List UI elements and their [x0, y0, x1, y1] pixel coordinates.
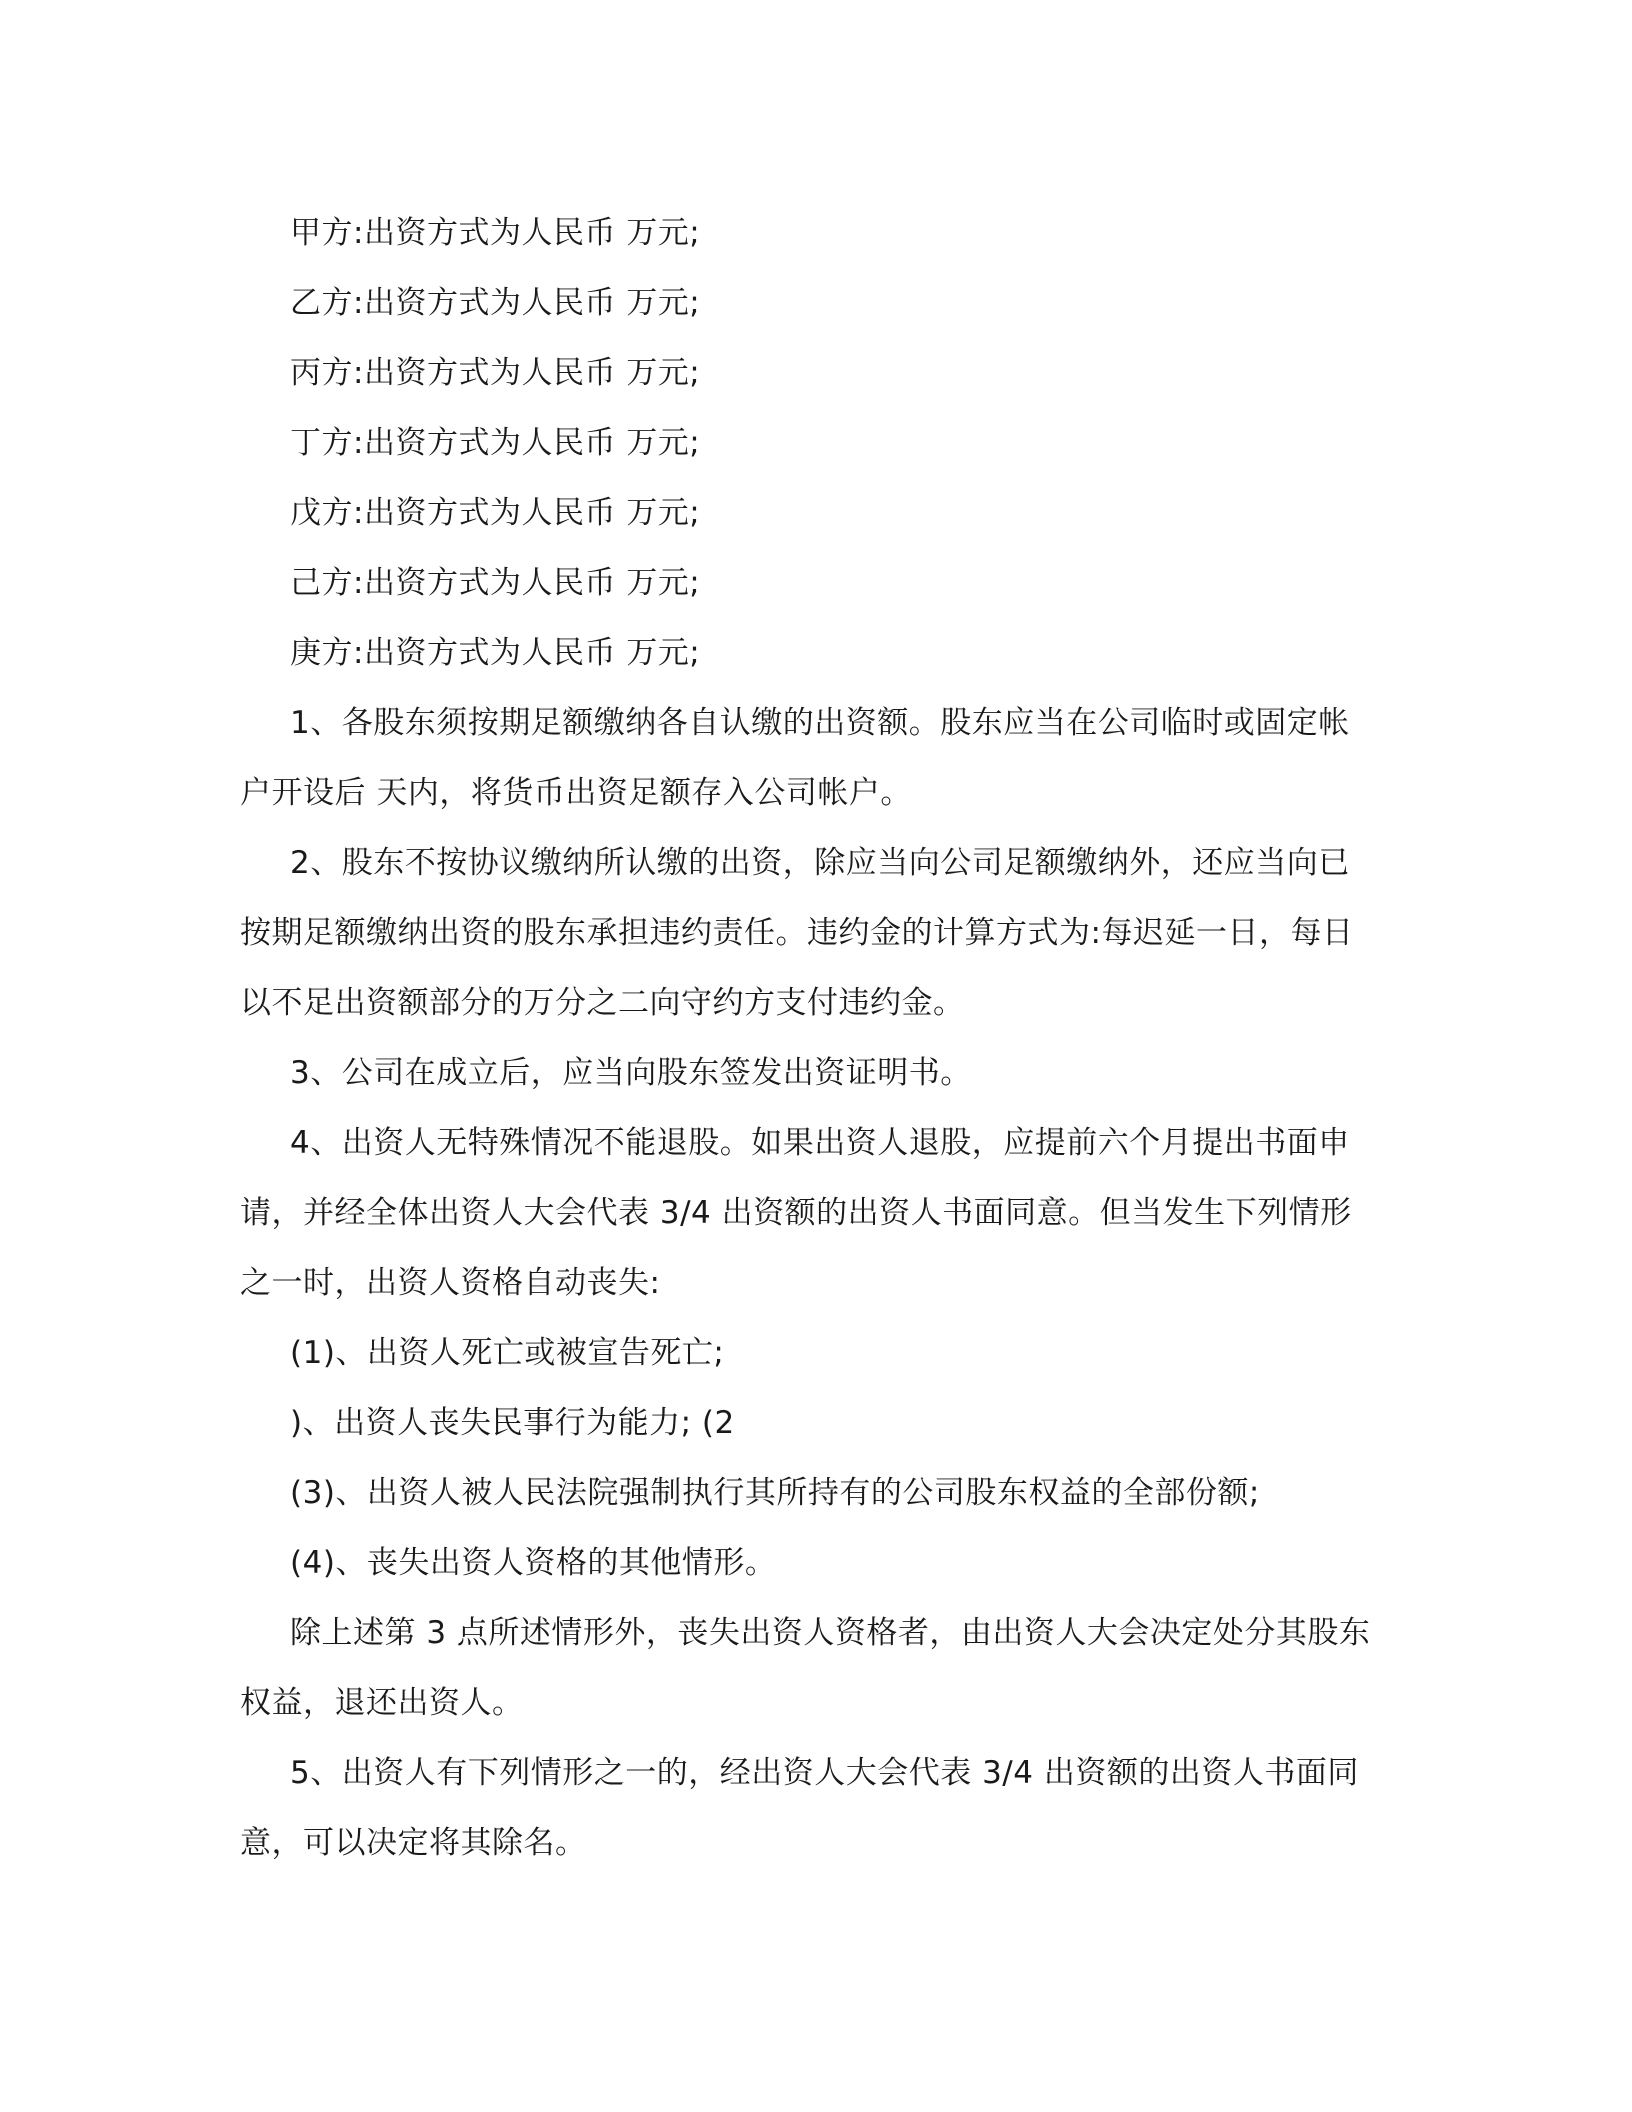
- sub-item-1: (1)、出资人死亡或被宣告死亡;: [290, 1335, 725, 1371]
- clause-5-line-2: 意，可以决定将其除名。: [240, 1825, 587, 1861]
- sub-item-3: (3)、出资人被人民法院强制执行其所持有的公司股东权益的全部份额;: [290, 1475, 1260, 1511]
- clause-4-line-1: 4、出资人无特殊情况不能退股。如果出资人退股，应提前六个月提出书面申: [290, 1125, 1350, 1161]
- investment-line-jia: 甲方:出资方式为人民币 万元;: [290, 215, 701, 251]
- exception-line-2: 权益，退还出资人。: [240, 1685, 524, 1721]
- clause-4-line-3: 之一时，出资人资格自动丧失:: [240, 1265, 661, 1301]
- exception-line-1: 除上述第 3 点所述情形外，丧失出资人资格者，由出资人大会决定处分其股东: [290, 1615, 1371, 1651]
- investment-line-ding: 丁方:出资方式为人民币 万元;: [290, 425, 701, 461]
- clause-2-line-3: 以不足出资额部分的万分之二向守约方支付违约金。: [240, 985, 965, 1021]
- document-body: [240, 198, 1372, 1878]
- clause-2-line-2: 按期足额缴纳出资的股东承担违约责任。违约金的计算方式为:每迟延一日，每日: [240, 915, 1354, 951]
- clause-5-line-1: 5、出资人有下列情形之一的，经出资人大会代表 3/4 出资额的出资人书面同: [290, 1755, 1359, 1791]
- investment-line-wu: 戊方:出资方式为人民币 万元;: [290, 495, 701, 531]
- clause-3-line-1: 3、公司在成立后，应当向股东签发出资证明书。: [290, 1055, 972, 1091]
- investment-line-yi: 乙方:出资方式为人民币 万元;: [290, 285, 701, 321]
- clause-1-line-1: 1、各股东须按期足额缴纳各自认缴的出资额。股东应当在公司临时或固定帐: [290, 705, 1350, 741]
- clause-4-line-2: 请，并经全体出资人大会代表 3/4 出资额的出资人书面同意。但当发生下列情形: [240, 1195, 1352, 1231]
- sub-item-4: (4)、丧失出资人资格的其他情形。: [290, 1545, 777, 1581]
- sub-item-2: )、出资人丧失民事行为能力; (2: [290, 1405, 735, 1441]
- clause-1-line-2: 户开设后 天内，将货币出资足额存入公司帐户。: [240, 775, 912, 811]
- investment-line-ji: 己方:出资方式为人民币 万元;: [290, 565, 701, 601]
- investment-line-bing: 丙方:出资方式为人民币 万元;: [290, 355, 701, 391]
- clause-2-line-1: 2、股东不按协议缴纳所认缴的出资，除应当向公司足额缴纳外，还应当向已: [290, 845, 1350, 881]
- investment-line-geng: 庚方:出资方式为人民币 万元;: [290, 635, 701, 671]
